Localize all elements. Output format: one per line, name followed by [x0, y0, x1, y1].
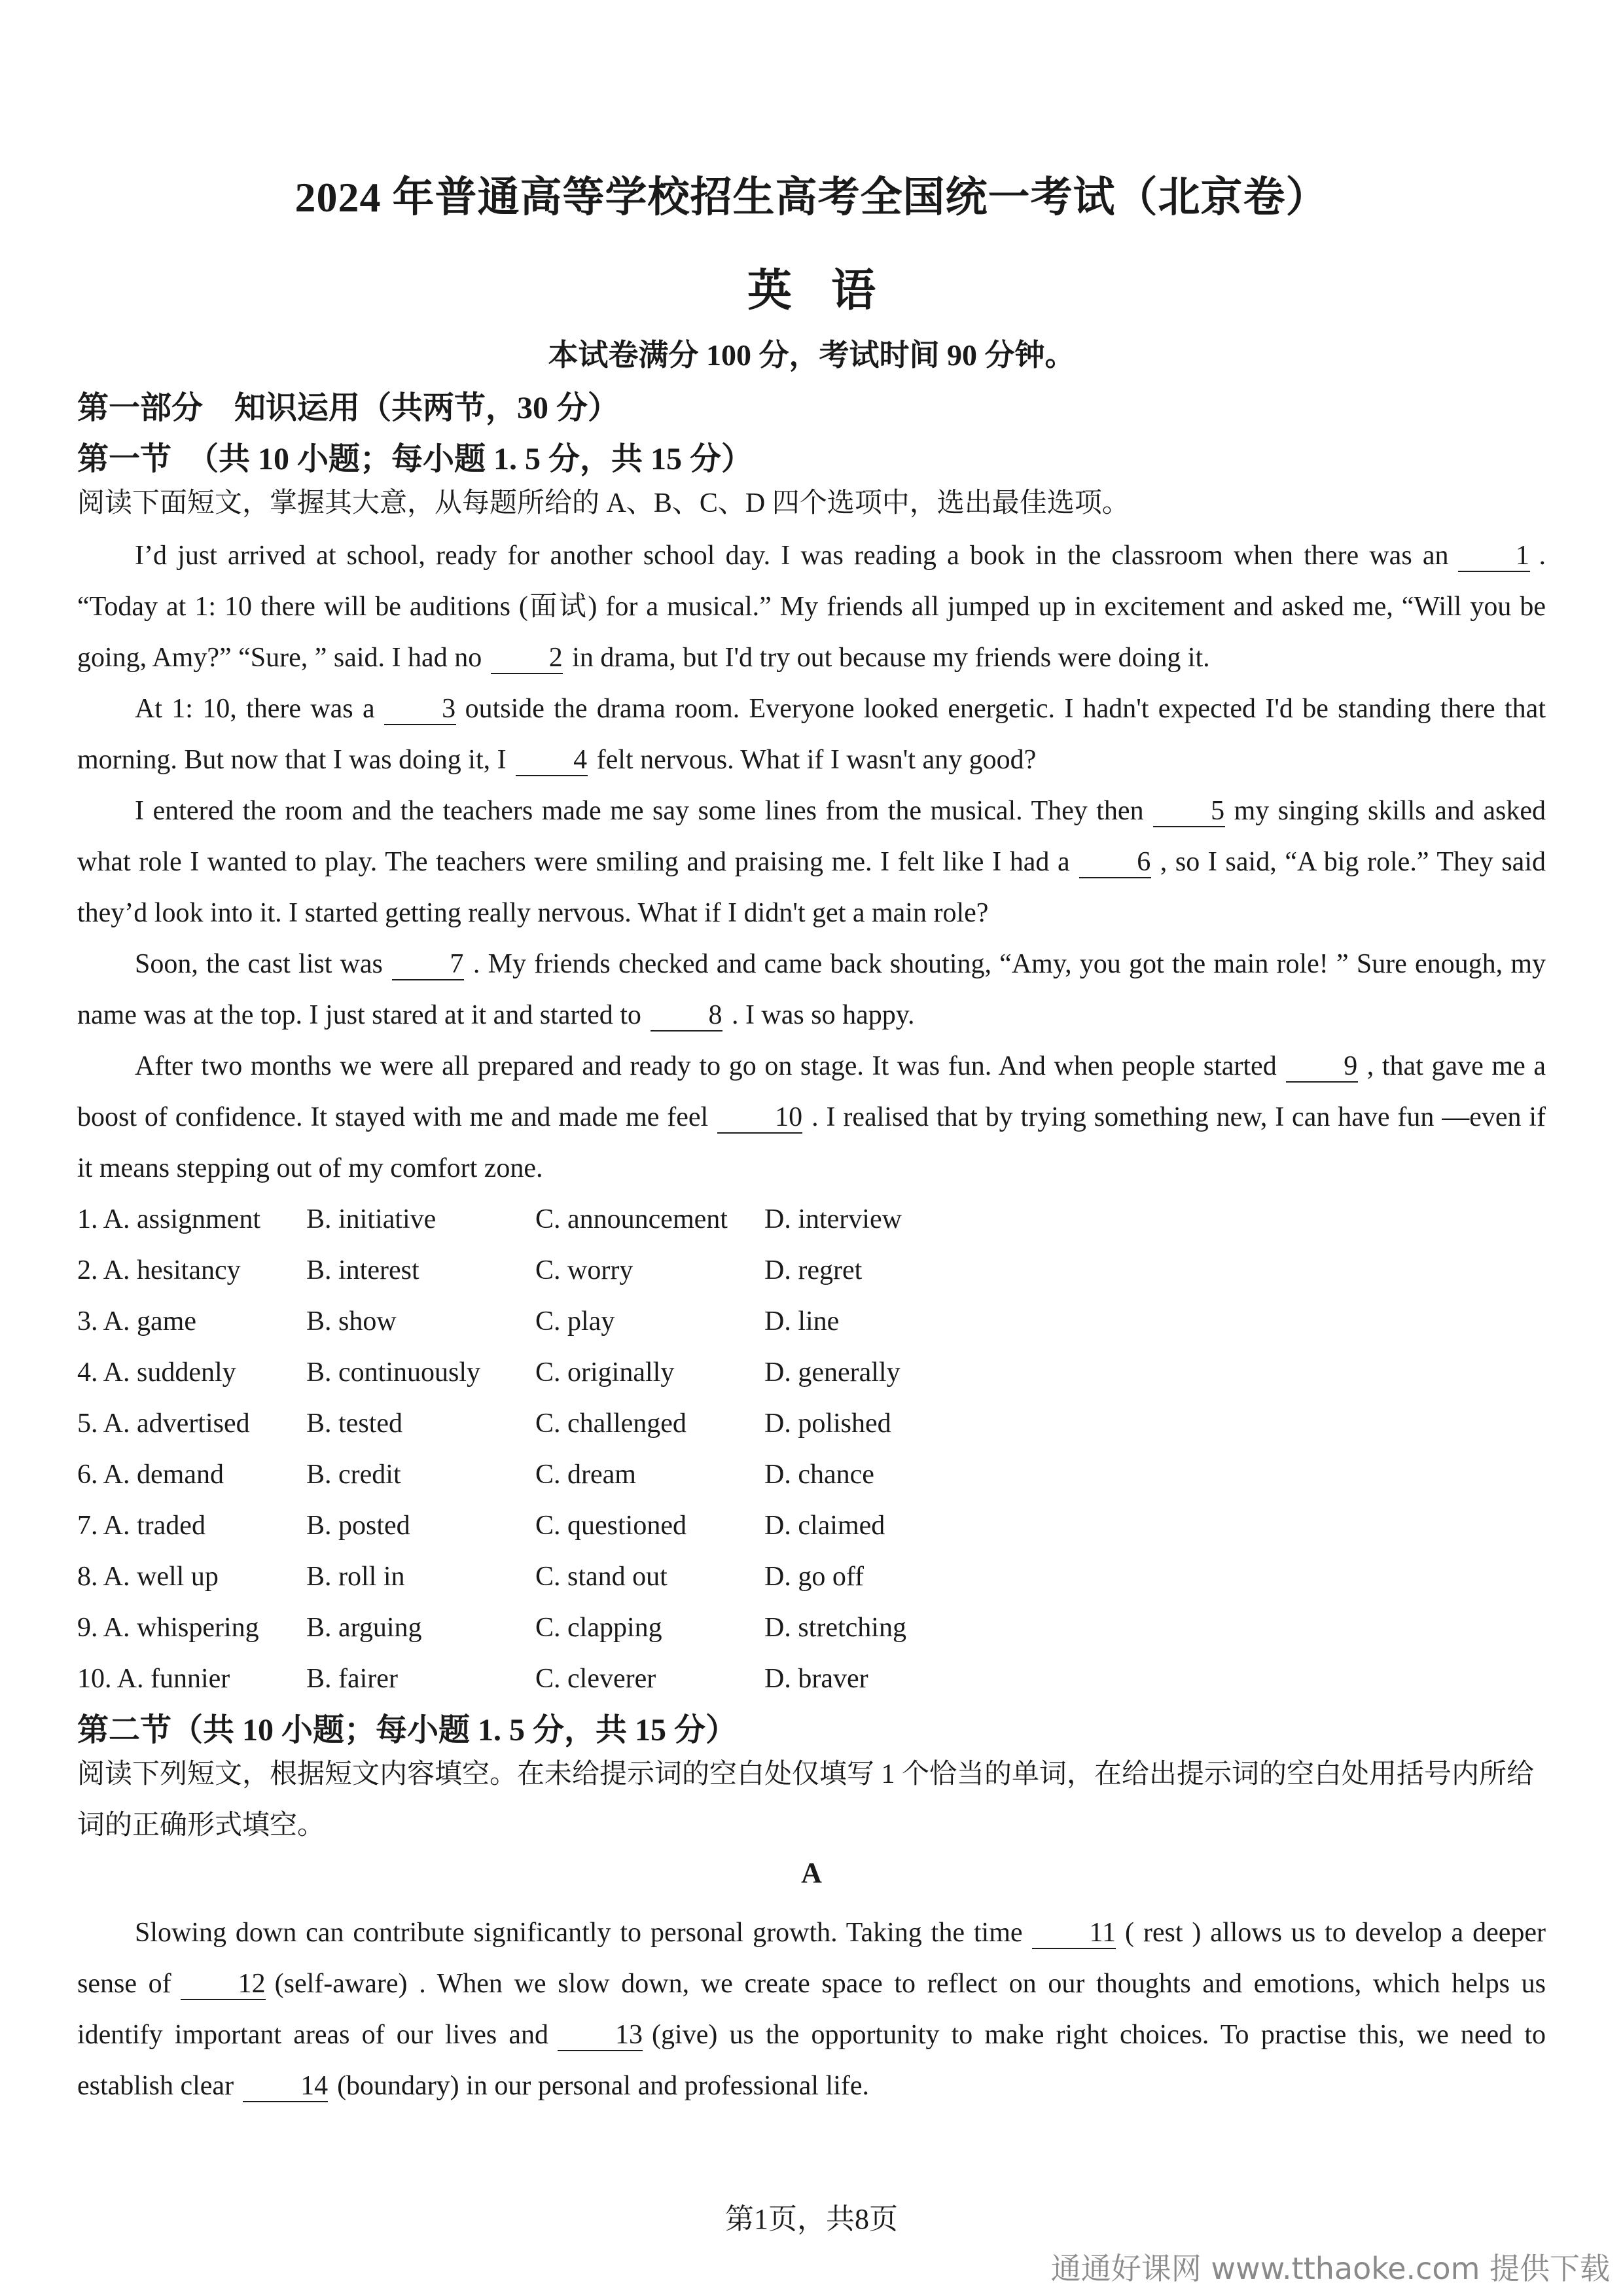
passage-label: A [801, 1857, 822, 1889]
page-number: 第1页，共8页 [725, 2203, 898, 2235]
option-b[interactable]: B. show [306, 1306, 397, 1336]
option-row [77, 1245, 1059, 1296]
paragraph-text: I entered the room and the teachers made me say some lines from the musical. They then [135, 796, 1144, 826]
answer-blank[interactable]: 2 [491, 643, 563, 674]
answer-blank[interactable]: 7 [392, 949, 464, 980]
option-b[interactable]: B. roll in [306, 1562, 405, 1592]
cloze-paragraph [77, 939, 1546, 1041]
option-d[interactable]: D. line [764, 1306, 840, 1336]
option-b[interactable]: B. continuously [306, 1357, 481, 1388]
option-d[interactable]: D. generally [764, 1357, 901, 1388]
option-a[interactable]: 10. A. funnier [77, 1664, 230, 1694]
cloze-paragraph [77, 1041, 1546, 1194]
option-row [77, 1296, 1059, 1347]
cloze-paragraph [77, 530, 1546, 683]
answer-blank[interactable]: 13 [558, 2020, 643, 2051]
option-c[interactable]: C. originally [535, 1357, 675, 1388]
cloze-paragraph [77, 683, 1546, 785]
option-c[interactable]: C. clapping [535, 1613, 662, 1643]
option-b[interactable]: B. posted [306, 1511, 410, 1541]
option-c[interactable]: C. play [535, 1306, 615, 1336]
paragraph-text: . I was so happy. [731, 1000, 915, 1030]
option-row [77, 1347, 1059, 1398]
fill-in-passage [77, 1907, 1546, 2111]
paragraph-text: , that gave me a boost of confidence. It stayed with me and made me feel [77, 1051, 1546, 1132]
score-line: 本试卷满分 100 分，考试时间 90 分钟。 [548, 338, 1075, 372]
paragraph-text: . I realised that by trying something new, I can have fun —even if it means stepping out of my comfort zone. [77, 1102, 1546, 1183]
passage-text: ( rest ) allows us to develop a deeper sense of [77, 1918, 1546, 1999]
option-b[interactable]: B. initiative [306, 1204, 437, 1234]
option-c[interactable]: C. questioned [535, 1511, 687, 1541]
answer-blank[interactable]: 1 [1458, 541, 1530, 572]
option-d[interactable]: D. interview [764, 1204, 902, 1234]
paragraph-text: my singing skills and asked what role I wanted to play. The teachers were smiling and praising me. I felt like I had a [77, 796, 1546, 877]
paragraph-text: , so I said, “A big role.” They said they’d look into it. I started getting really nervous. What if I didn't get a main role? [77, 847, 1546, 928]
option-row [77, 1398, 1059, 1449]
exam-title: 2024 年普通高等学校招生高考全国统一考试（北京卷） [294, 174, 1329, 221]
option-c[interactable]: C. announcement [535, 1204, 728, 1234]
section2-heading: 第二节（共 10 小题；每小题 1. 5 分，共 15 分） [77, 1713, 738, 1748]
option-d[interactable]: D. go off [764, 1562, 865, 1592]
option-b[interactable]: B. credit [306, 1460, 401, 1490]
option-d[interactable]: D. stretching [764, 1613, 906, 1643]
option-row [77, 1602, 1059, 1653]
option-a[interactable]: 9. A. whispering [77, 1613, 259, 1643]
subject-title: 英语 [747, 266, 915, 315]
cloze-paragraph [77, 785, 1546, 939]
option-d[interactable]: D. braver [764, 1664, 868, 1694]
option-d[interactable]: D. regret [764, 1255, 863, 1285]
passage-text: (self-aware) . When we slow down, we create space to reflect on our thoughts and emotions, which helps us identify important areas of our lives and [77, 1969, 1546, 2050]
paragraph-text: After two months we were all prepared and ready to go on stage. It was fun. And when people started [135, 1051, 1277, 1081]
option-a[interactable]: 6. A. demand [77, 1460, 224, 1490]
option-b[interactable]: B. interest [306, 1255, 419, 1285]
answer-blank[interactable]: 5 [1153, 796, 1225, 827]
paragraph-text: felt nervous. What if I wasn't any good? [596, 745, 1037, 775]
paragraph-text: in drama, but I'd try out because my friends were doing it. [572, 643, 1210, 673]
answer-blank[interactable]: 9 [1286, 1051, 1358, 1083]
answer-blank[interactable]: 4 [516, 745, 588, 776]
option-d[interactable]: D. chance [764, 1460, 874, 1490]
passage-text: Slowing down can contribute significantly to personal growth. Taking the time [135, 1918, 1023, 1948]
option-a[interactable]: 7. A. traded [77, 1511, 205, 1541]
option-b[interactable]: B. fairer [306, 1664, 398, 1694]
option-b[interactable]: B. tested [306, 1408, 402, 1439]
part1-heading: 第一部分 知识运用（共两节，30 分） [77, 391, 620, 425]
option-c[interactable]: C. cleverer [535, 1664, 656, 1694]
paragraph-text: outside the drama room. Everyone looked energetic. I hadn't expected I'd be standing there that morning. But now that I was doing it, I [77, 694, 1546, 775]
option-a[interactable]: 4. A. suddenly [77, 1357, 236, 1388]
answer-blank[interactable]: 12 [181, 1969, 266, 2000]
option-c[interactable]: C. worry [535, 1255, 633, 1285]
answer-blank[interactable]: 10 [717, 1102, 802, 1134]
option-a[interactable]: 8. A. well up [77, 1562, 219, 1592]
option-c[interactable]: C. dream [535, 1460, 636, 1490]
watermark-text: 通通好课网 www.tthaoke.com 提供下载 [1050, 2251, 1610, 2286]
section2-instruction: 阅读下列短文，根据短文内容填空。在未给提示词的空白处仅填写 1 个恰当的单词，在给出提示词的空白处用括号内所给词的正确形式填空。 [77, 1759, 1535, 1840]
option-d[interactable]: D. claimed [764, 1511, 885, 1541]
paragraph-text: Soon, the cast list was [135, 949, 383, 979]
option-b[interactable]: B. arguing [306, 1613, 422, 1643]
options-list [77, 1194, 1059, 1704]
answer-blank[interactable]: 11 [1032, 1918, 1116, 1949]
paragraph-text: At 1: 10, there was a [135, 694, 375, 724]
section1-heading: 第一节 （共 10 小题；每小题 1. 5 分，共 15 分） [77, 442, 753, 476]
option-c[interactable]: C. challenged [535, 1408, 687, 1439]
option-a[interactable]: 1. A. assignment [77, 1204, 260, 1234]
answer-blank[interactable]: 3 [384, 694, 456, 725]
paragraph-text: . “Today at 1: 10 there will be auditions (面试) for a musical.” My friends all jumped up in excitement and asked me, “Will you be going, Amy?” “Sure, ” said. I had no [77, 541, 1546, 673]
passage-text: (boundary) in our personal and professional life. [337, 2071, 869, 2101]
option-row [77, 1653, 1059, 1704]
option-row [77, 1500, 1059, 1551]
option-d[interactable]: D. polished [764, 1408, 891, 1439]
option-row [77, 1551, 1059, 1602]
option-a[interactable]: 2. A. hesitancy [77, 1255, 241, 1285]
paragraph-text: . My friends checked and came back shouting, “Amy, you got the main role! ” Sure enough, my name was at the top. I just stared at it and started to [77, 949, 1546, 1030]
answer-blank[interactable]: 8 [651, 1000, 722, 1031]
answer-blank[interactable]: 6 [1079, 847, 1151, 878]
answer-blank[interactable]: 14 [243, 2071, 328, 2102]
passage-text: (give) us the opportunity to make right choices. To practise this, we need to establish clear [77, 2020, 1546, 2101]
option-a[interactable]: 3. A. game [77, 1306, 196, 1336]
section1-instruction: 阅读下面短文，掌握其大意，从每题所给的 A、B、C、D 四个选项中，选出最佳选项。 [77, 488, 1130, 518]
option-row [77, 1449, 1059, 1500]
option-row [77, 1194, 1059, 1245]
option-a[interactable]: 5. A. advertised [77, 1408, 250, 1439]
option-c[interactable]: C. stand out [535, 1562, 668, 1592]
paragraph-text: I’d just arrived at school, ready for another school day. I was reading a book in the classroom when there was an [135, 541, 1449, 571]
